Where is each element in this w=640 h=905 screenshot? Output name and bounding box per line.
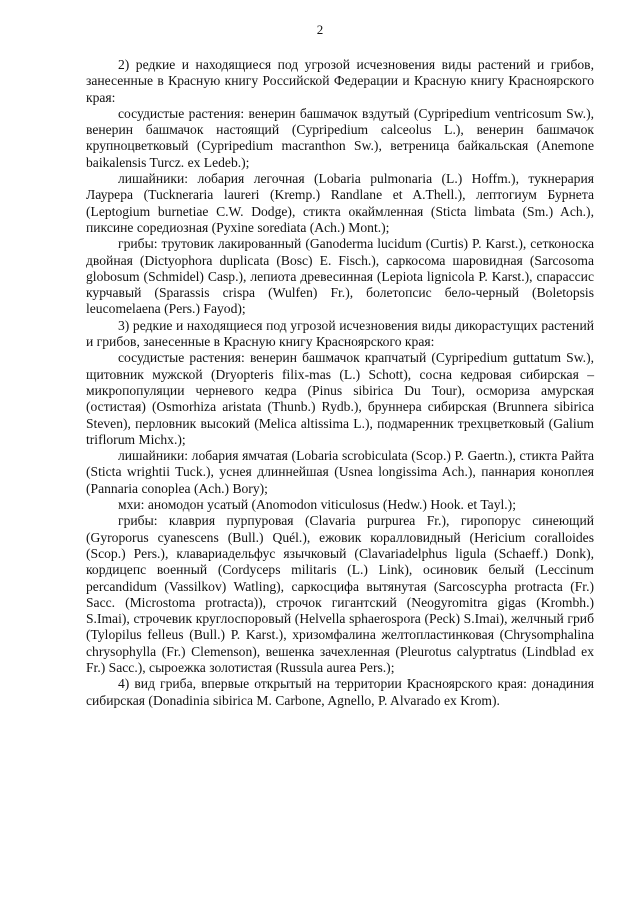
paragraph-fungi-rf: грибы: трутовик лакированный (Ganoderma lucidum (Curtis) P. Karst.), сетконоска двойная (Dictyophora duplicata (Bosc) E. Fisch.), саркосома шаровидная (Sarcosoma globosum (Schmidel) Casp.), лепиота древесинная (Lepiota lignicola P. Karst.), спарассис курчавый (Sparassis crispa (Wulfen) Fr.), болетопсис бело-черный (Boletopsis leucomelaena (Pers.) Fayod); <box>86 236 594 317</box>
paragraph-vascular-plants-kk: сосудистые растения: венерин башмачок крапчатый (Cypripedium guttatum Sw.), щитовник мужской (Dryopteris filix-mas (L.) Schott), сосна кедровая сибирская – микропопуляции черневого кедра (Pinus sibirica Du Tour), осмориза амурская (остистая) (Osmorhiza aristata (Thunb.) Rydb.), бруннера сибирская (Brunnera sibirica Steven), перловник высокий (Melica altissima L.), подмаренник трехцветковый (Galium triflorum Michx.); <box>86 350 594 447</box>
paragraph-lichens-kk: лишайники: лобария ямчатая (Lobaria scrobiculata (Scop.) P. Gaertn.), стикта Райта (Sticta wrightii Tuck.), уснея длиннейшая (Usnea longissima Ach.), паннария коноплея (Pannaria conoplea (Ach.) Bory); <box>86 448 594 496</box>
paragraph-lichens-rf: лишайники: лобария легочная (Lobaria pulmonaria (L.) Hoffm.), тукнерария Лаурера (Tuckneraria laureri (Kremp.) Randlane et A.Thell.), лептогиум Бурнета (Leptogium burnetiae C.W. Dodge), стикта окаймленная (Sticta limbata (Sm.) Ach.), пиксине соредиозная (Pyxine sorediata (Ach.) Mont.); <box>86 171 594 235</box>
paragraph-item-2-heading: 2) редкие и находящиеся под угрозой исчезновения виды растений и грибов, занесенные в Красную книгу Российской Федерации и Красную книгу Красноярского края: <box>86 57 594 105</box>
paragraph-item-3-heading: 3) редкие и находящиеся под угрозой исчезновения виды дикорастущих растений и грибов, занесенные в Красную книгу Красноярского края: <box>86 317 594 350</box>
paragraph-vascular-plants-rf: сосудистые растения: венерин башмачок вздутый (Cypripedium ventricosum Sw.), венерин башмачок настоящий (Cypripedium calceolus L.), венерин башмачок крупноцветковый (Cypripedium macranthon Sw.), ветреница байкальская (Anemone baikalensis Turcz. ex Ledeb.); <box>86 105 594 170</box>
paragraph-mosses-kk: мхи: аномодон усатый (Anomodon viticulosus (Hedw.) Hook. et Tayl.); <box>118 497 516 513</box>
paragraph-fungi-kk: грибы: клаврия пурпуровая (Clavaria purpurea Fr.), гиропорус синеющий (Gyroporus cyanescens (Bull.) Quél.), ежовик коралловидный (Hericium coralloides (Scop.) Pers.), клавариадельфус язычковый (Clavariadelphus ligula (Schaeff.) Donk), кордицепс военный (Cordyceps militaris (L.) Link), осиновик белый (Leccinum percandidum (Vassilkov) Watling), саркосцифа вытянутая (Sarcoscypha protracta (Fr.) Sacc. (Microstoma protracta)), строчок гигантский (Neogyromitra gigas (Krombh.) S.Imai), строчевик круглоспоровый (Helvella sphaerospora (Peck) S.Imai), желчный гриб (Tylopilus felleus (Bull.) P. Karst.), хризомфалина желтопластинковая (Chrysomphalina chrysophylla (Fr.) Clemenson), вешенка зачехленная (Pleurotus calyptratus (Lindblad ex Fr.) Sacc.), сыроежка золотистая (Russula aurea Pers.); <box>86 513 594 675</box>
page-number: 2 <box>316 22 324 37</box>
paragraph-item-4: 4) вид гриба, впервые открытый на территории Красноярского края: донадиния сибирская (Donadinia sibirica M. Carbone, Agnello, P. Alvarado ex Krom). <box>86 676 594 708</box>
document-body <box>86 57 594 709</box>
